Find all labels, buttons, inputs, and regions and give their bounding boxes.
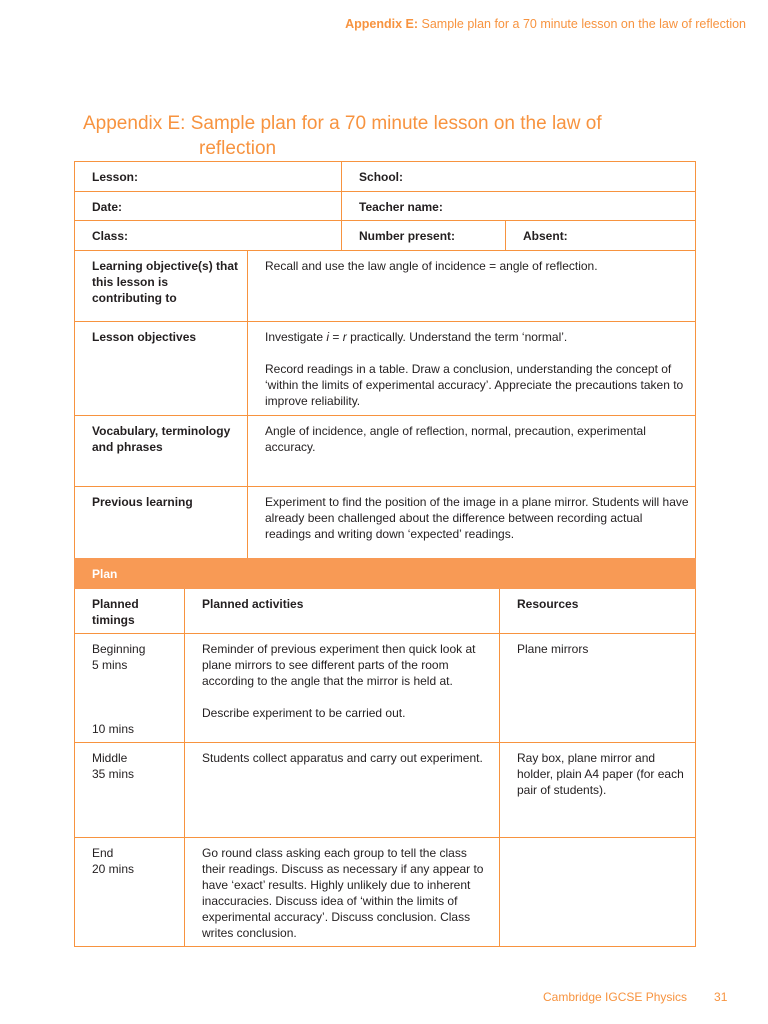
plan-resources-beginning [500,634,696,743]
plan-resources-end [500,838,696,947]
objective-symbol-r: r [342,330,347,344]
info-row-vocabulary [75,416,696,487]
timing-end-label: End [92,846,114,860]
lesson-label: Lesson: [92,170,139,184]
plan-band-label: Plan [92,567,118,581]
plan-header-timings [75,589,185,634]
plan-band-cell [75,559,696,589]
timing-middle-duration: 35 mins [92,767,135,781]
footer-publication: Cambridge IGCSE Physics [543,990,688,1004]
vocabulary-label-cell [75,416,248,487]
plan-header-activities-label: Planned activities [202,597,304,611]
plan-row-middle [75,743,696,838]
plan-table [74,558,696,947]
absent-field[interactable] [506,221,696,251]
plan-activity-middle [185,743,500,838]
learning-objectives-value-cell [248,251,696,322]
learning-objectives-label: Learning objective(s) that this lesson is contributing to [92,259,239,305]
activity-end-text: Go round class asking each group to tell the class their readings. Discuss as necessary if any appear to have ‘exact’ results. Highly unlikely due to inherent inaccuracies. Discuss idea of ‘within the limits of experimental accuracy’. Discuss conclusion. Class writes conclusion. [202,846,484,940]
plan-header-row [75,589,696,634]
info-row-date [75,192,696,221]
objective-symbol-i: i [326,330,330,344]
class-label: Class: [92,229,129,243]
class-field[interactable] [75,221,342,251]
plan-timing-end [75,838,185,947]
resources-beginning-text: Plane mirrors [517,642,589,656]
school-label: School: [359,170,404,184]
plan-timing-beginning [75,634,185,743]
plan-row-beginning [75,634,696,743]
plan-row-end [75,838,696,947]
objective-suffix: practically. Understand the term ‘normal’. [346,330,568,344]
running-header [345,17,746,31]
timing-beginning-label: Beginning [92,642,146,656]
plan-band [75,559,696,589]
previous-learning-text: Experiment to find the position of the image in a plane mirror. Students will have already been challenged about the difference between recording actual readings and writing down ‘expected’ readings. [265,495,689,541]
plan-header-resources [500,589,696,634]
plan-resources-middle [500,743,696,838]
timing-gap [92,673,178,689]
date-field[interactable] [75,192,342,221]
info-row-previous-learning [75,487,696,559]
lesson-info-table [74,161,696,559]
plan-activity-beginning [185,634,500,743]
vocabulary-text: Angle of incidence, angle of reflection, normal, precaution, experimental accuracy. [265,424,646,454]
objective-prefix: Investigate [265,330,327,344]
info-row-lesson-objectives [75,322,696,416]
teacher-name-field[interactable] [342,192,696,221]
info-row-class [75,221,696,251]
previous-learning-label: Previous learning [92,495,193,509]
page-footer [543,990,727,1004]
vocabulary-label: Vocabulary, terminology and phrases [92,424,231,454]
plan-header-resources-label: Resources [517,597,579,611]
learning-objectives-label-cell [75,251,248,322]
timing-beginning-duration: 5 mins [92,658,128,672]
lesson-objectives-label: Lesson objectives [92,330,197,344]
learning-objectives-text: Recall and use the law angle of incidence = angle of reflection. [265,259,598,273]
info-row-learning-objectives [75,251,696,322]
timing-middle-label: Middle [92,751,128,765]
activity-beginning-text-2: Describe experiment to be carried out. [202,706,406,720]
previous-learning-value-cell [248,487,696,559]
footer-page-number: 31 [714,990,728,1004]
number-present-field[interactable] [342,221,506,251]
activity-middle-text: Students collect apparatus and carry out experiment. [202,751,483,765]
school-field[interactable] [342,162,696,192]
resources-middle-text: Ray box, plane mirror and holder, plain A4 paper (for each pair of students). [517,751,684,797]
timing-gap [92,689,178,705]
running-header-text: Sample plan for a 70 minute lesson on the law of reflection [421,17,746,31]
objective-equals: = [329,330,343,344]
running-header-bold: Appendix E: [345,17,419,31]
previous-learning-label-cell [75,487,248,559]
lesson-objectives-text-1 [265,329,689,345]
timing-gap [92,705,178,721]
date-label: Date: [92,200,123,214]
timing-end-duration: 20 mins [92,862,135,876]
absent-label: Absent: [523,229,568,243]
lesson-field[interactable] [75,162,342,192]
lesson-objectives-text-2: Record readings in a table. Draw a conclusion, understanding the concept of ‘within the limits of experimental accuracy’. Appreciate the precautions taken to improve reliability. [265,362,684,408]
page-title-line2: reflection [199,137,277,159]
lesson-objectives-label-cell [75,322,248,416]
page-title-line1: Appendix E: Sample plan for a 70 minute lesson on the law of [83,112,602,134]
lesson-objectives-value-cell [248,322,696,416]
plan-timing-middle [75,743,185,838]
plan-header-timings-label: Planned timings [92,597,139,627]
plan-header-activities [185,589,500,634]
number-present-label: Number present: [359,229,456,243]
plan-activity-end [185,838,500,947]
activity-beginning-text-1: Reminder of previous experiment then quick look at plane mirrors to see different parts of the room according to the angle that the mirror is held at. [202,642,476,688]
page-title [83,111,703,161]
vocabulary-value-cell [248,416,696,487]
info-row-lesson [75,162,696,192]
timing-beginning-second-duration: 10 mins [92,722,135,736]
teacher-name-label: Teacher name: [359,200,443,214]
